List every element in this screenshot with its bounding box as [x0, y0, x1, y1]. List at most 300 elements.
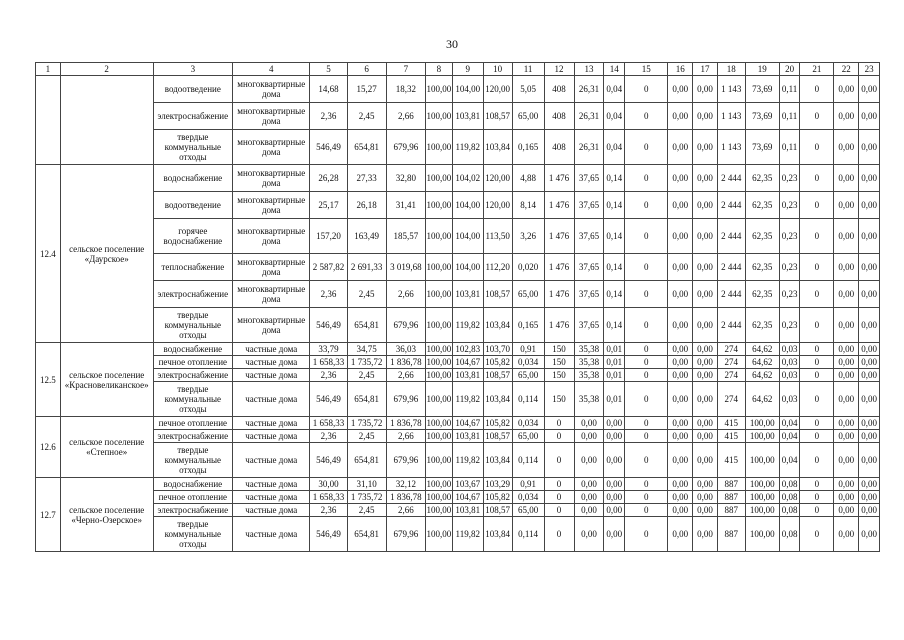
table-row	[36, 478, 880, 491]
table-cell: 0	[544, 517, 574, 552]
table-cell: 5,05	[512, 76, 544, 103]
table-cell: 103,84	[483, 308, 512, 343]
table-cell: 100,00	[426, 431, 452, 441]
table-cell: 0	[625, 369, 668, 382]
table-cell: 408	[544, 130, 574, 165]
table-cell: 2,66	[386, 281, 425, 308]
table-cell: 0,00	[574, 504, 604, 517]
column-header-1: 1	[36, 63, 61, 76]
table-cell: 654,81	[347, 443, 386, 478]
table-cell: 0,08	[779, 517, 800, 552]
table-cell: 0,00	[693, 443, 718, 478]
table-cell: 0,00	[574, 443, 604, 478]
table-cell: 0,14	[604, 165, 625, 192]
table-cell: 37,65	[574, 281, 604, 308]
row-number: 12.7	[36, 478, 61, 552]
table-cell: 0	[625, 478, 668, 491]
service-name: водоотведение	[153, 192, 232, 219]
service-name: печное отопление	[153, 491, 232, 504]
table-cell: 36,03	[386, 343, 425, 356]
table-cell: 654,81	[347, 382, 386, 417]
service-name: электроснабжение	[153, 369, 232, 382]
table-cell: 0,08	[779, 491, 800, 504]
table-cell: 0	[800, 219, 834, 254]
table-cell: 100,00	[745, 491, 779, 504]
table-cell: 26,28	[310, 165, 347, 192]
table-cell: 0,165	[512, 130, 544, 165]
table-cell: 2,36	[310, 430, 347, 443]
table-cell: 0,00	[693, 343, 718, 356]
table-cell: 0	[625, 192, 668, 219]
table-cell: 0	[625, 254, 668, 281]
column-header-10: 10	[483, 63, 512, 76]
table-cell: 0,01	[604, 382, 625, 417]
table-cell: 1 836,78	[386, 417, 425, 430]
table-cell: 0,00	[604, 478, 625, 491]
table-cell: 33,79	[310, 343, 347, 356]
table-cell: 0	[625, 130, 668, 165]
table-cell: 1 476	[544, 219, 574, 254]
table-cell: 0	[625, 430, 668, 443]
table-cell: 0,00	[668, 417, 693, 430]
table-cell: 150	[544, 369, 574, 382]
housing-type: частные дома	[233, 478, 310, 491]
table-cell: 0	[800, 76, 834, 103]
table-cell: 0	[544, 430, 574, 443]
table-cell: 2 444	[717, 165, 745, 192]
table-cell: 1 476	[544, 254, 574, 281]
table-cell: 2 444	[717, 192, 745, 219]
settlement-name: сельское поселение «Степное»	[60, 417, 153, 478]
table-cell: 0,00	[693, 430, 718, 443]
table-cell: 62,35	[745, 192, 779, 219]
table-cell: 14,68	[310, 76, 347, 103]
table-cell: 0,00	[834, 369, 859, 382]
table-cell: 2,66	[386, 369, 425, 382]
table-cell: 100,00	[425, 76, 452, 103]
table-cell: 113,50	[483, 219, 512, 254]
table-row	[36, 254, 880, 281]
table-cell: 0,00	[834, 219, 859, 254]
table-cell: 25,17	[310, 192, 347, 219]
housing-type: многоквартирные дома	[233, 76, 310, 103]
service-name: твердые коммунальные отходы	[153, 443, 232, 478]
table-cell: 679,96	[386, 443, 425, 478]
column-header-6: 6	[347, 63, 386, 76]
table-cell: 100,00	[425, 165, 452, 192]
table-cell: 408	[544, 76, 574, 103]
table-cell: 32,12	[386, 478, 425, 491]
table-cell: 100,00	[425, 254, 452, 281]
service-name: водоснабжение	[153, 165, 232, 192]
table-cell: 2 444	[717, 219, 745, 254]
service-name: твердые коммунальные отходы	[153, 382, 232, 417]
table-cell: 0,00	[859, 491, 880, 504]
housing-type: частные дома	[233, 369, 310, 382]
table-cell: 0,00	[834, 103, 859, 130]
table-cell: 0,11	[779, 103, 800, 130]
table-cell: 2,66	[386, 430, 425, 443]
table-cell: 104,00	[452, 219, 483, 254]
table-cell: 64,62	[745, 343, 779, 356]
table-cell: 0,00	[834, 130, 859, 165]
table-cell: 1 836,78	[386, 356, 425, 369]
service-name: печное отопление	[153, 356, 232, 369]
table-cell: 0,04	[779, 417, 800, 430]
table-cell: 1 476	[544, 308, 574, 343]
table-cell: 0,165	[512, 308, 544, 343]
table-cell: 0	[800, 382, 834, 417]
table-cell: 0	[800, 517, 834, 552]
table-cell: 0,14	[604, 219, 625, 254]
table-cell: 119,82	[452, 130, 483, 165]
table-cell: 26,31	[574, 76, 604, 103]
housing-type: многоквартирные дома	[233, 281, 310, 308]
table-cell: 546,49	[310, 130, 347, 165]
table-cell: 0,00	[668, 343, 693, 356]
table-cell: 0,00	[693, 308, 718, 343]
table-cell: 0,14	[604, 308, 625, 343]
table-cell: 0,00	[574, 517, 604, 552]
table-cell: 0	[625, 219, 668, 254]
table-cell: 3 019,68	[386, 254, 425, 281]
table-cell: 0,03	[779, 356, 800, 369]
table-row	[36, 308, 880, 343]
housing-type: частные дома	[233, 417, 310, 430]
table-cell: 100,00	[425, 130, 452, 165]
table-cell: 0,00	[834, 517, 859, 552]
table-cell: 103,84	[483, 517, 512, 552]
table-cell: 103,81	[452, 504, 483, 517]
table-cell: 0,00	[668, 478, 693, 491]
table-cell: 103,81	[452, 103, 483, 130]
table-cell: 0,03	[779, 382, 800, 417]
table-cell: 654,81	[347, 517, 386, 552]
table-cell: 0,114	[512, 517, 544, 552]
table-cell: 37,65	[574, 192, 604, 219]
table-cell: 73,69	[745, 130, 779, 165]
table-cell: 0,00	[859, 517, 880, 552]
service-name: печное отопление	[153, 417, 232, 430]
table-cell: 0,00	[859, 356, 880, 369]
table-row	[36, 417, 880, 430]
table-cell: 0,00	[693, 356, 718, 369]
table-cell: 0,00	[604, 504, 625, 517]
table-cell: 150	[544, 382, 574, 417]
table-cell: 0	[544, 491, 574, 504]
table-cell: 0	[625, 356, 668, 369]
table-cell: 103,84	[483, 382, 512, 417]
table-cell: 120,00	[483, 165, 512, 192]
table-cell: 100,00	[745, 517, 779, 552]
table-cell: 103,81	[452, 430, 483, 443]
table-cell: 0,00	[859, 165, 880, 192]
page-number: 30	[446, 37, 458, 51]
table-cell: 119,82	[452, 443, 483, 478]
table-cell: 0,00	[859, 478, 880, 491]
table-cell: 0,114	[512, 382, 544, 417]
table-cell: 100,00	[425, 281, 452, 308]
table-row	[36, 76, 880, 103]
table-cell: 887	[717, 504, 745, 517]
table-cell: 0,01	[604, 343, 625, 356]
table-cell: 104,67	[452, 356, 483, 369]
table-cell: 0	[625, 281, 668, 308]
table-cell: 65,00	[512, 103, 544, 130]
table-body	[36, 76, 880, 552]
table-cell: 0	[800, 254, 834, 281]
table-cell: 26,31	[574, 130, 604, 165]
table-cell: 679,96	[386, 517, 425, 552]
table-cell: 100,00	[426, 418, 452, 428]
table-cell: 0,00	[859, 443, 880, 478]
table-cell: 108,57	[483, 103, 512, 130]
table-cell: 1 658,33	[310, 491, 347, 504]
table-cell: 1 658,33	[310, 417, 347, 430]
table-cell: 0,00	[574, 491, 604, 504]
column-header-23: 23	[859, 63, 880, 76]
table-cell: 0,00	[668, 369, 693, 382]
table-cell: 0,00	[859, 254, 880, 281]
table-cell: 0,00	[604, 517, 625, 552]
table-cell: 119,82	[452, 382, 483, 417]
column-header-11: 11	[512, 63, 544, 76]
table-cell: 0,00	[668, 254, 693, 281]
table-cell: 105,82	[483, 417, 512, 430]
table-cell: 0,08	[779, 478, 800, 491]
table-cell: 2,45	[347, 504, 386, 517]
table-cell: 679,96	[386, 382, 425, 417]
housing-type: частные дома	[233, 443, 310, 478]
table-cell: 105,82	[483, 356, 512, 369]
table-cell: 150	[544, 343, 574, 356]
table-cell: 35,38	[574, 356, 604, 369]
table-cell: 2,36	[310, 504, 347, 517]
table-cell: 1 658,33	[310, 356, 347, 369]
table-cell: 120,00	[483, 192, 512, 219]
table-cell: 103,67	[452, 478, 483, 491]
table-cell: 408	[544, 103, 574, 130]
table-cell: 15,27	[347, 76, 386, 103]
table-cell: 0,00	[668, 430, 693, 443]
table-cell: 104,67	[452, 491, 483, 504]
housing-type: частные дома	[233, 430, 310, 443]
table-cell: 1 476	[544, 165, 574, 192]
table-cell: 120,00	[483, 76, 512, 103]
table-cell: 2 691,33	[347, 254, 386, 281]
table-cell: 0	[800, 356, 834, 369]
table-cell: 0,00	[668, 517, 693, 552]
table-cell: 0,14	[604, 192, 625, 219]
table-cell: 546,49	[310, 443, 347, 478]
table-cell: 0,23	[779, 281, 800, 308]
table-cell: 100,00	[426, 357, 452, 367]
table-cell: 0,14	[604, 254, 625, 281]
settlement-name: сельское поселение «Черно-Озерское»	[60, 478, 153, 552]
table-cell: 0,00	[693, 281, 718, 308]
table-cell: 100,00	[426, 479, 452, 489]
table-cell: 104,00	[452, 254, 483, 281]
table-cell: 887	[717, 491, 745, 504]
table-cell: 62,35	[745, 254, 779, 281]
table-cell: 100,00	[426, 370, 452, 380]
table-cell: 1 735,72	[347, 417, 386, 430]
table-cell: 102,83	[452, 343, 483, 356]
table-cell: 274	[717, 382, 745, 417]
table-cell: 0,00	[859, 103, 880, 130]
table-cell: 0	[625, 308, 668, 343]
column-header-18: 18	[717, 63, 745, 76]
column-header-7: 7	[386, 63, 425, 76]
service-name: электроснабжение	[153, 281, 232, 308]
service-name: горячее водоснабжение	[153, 219, 232, 254]
table-cell: 0,00	[859, 308, 880, 343]
housing-type: частные дома	[233, 491, 310, 504]
table-cell: 0,23	[779, 165, 800, 192]
table-cell: 0,00	[693, 219, 718, 254]
table-cell: 0,91	[512, 478, 544, 491]
table-cell: 2 444	[717, 254, 745, 281]
table-cell: 415	[717, 443, 745, 478]
table-cell: 0,00	[859, 382, 880, 417]
service-name: водоотведение	[153, 76, 232, 103]
table-cell: 65,00	[512, 281, 544, 308]
table-cell: 100,00	[425, 517, 452, 552]
table-cell: 0,00	[668, 504, 693, 517]
table-cell: 0,00	[668, 165, 693, 192]
table-cell: 274	[717, 343, 745, 356]
table-cell: 31,10	[347, 478, 386, 491]
housing-type: частные дома	[233, 343, 310, 356]
table-cell: 0	[625, 76, 668, 103]
table-cell: 0,00	[834, 478, 859, 491]
table-cell: 0,00	[834, 382, 859, 417]
table-cell: 0,00	[859, 219, 880, 254]
table-cell: 0,00	[574, 417, 604, 430]
table-cell: 0	[800, 343, 834, 356]
table-cell: 0,00	[604, 430, 625, 443]
table-cell: 0,00	[693, 254, 718, 281]
service-name: электроснабжение	[153, 430, 232, 443]
housing-type: многоквартирные дома	[233, 219, 310, 254]
housing-type: многоквартирные дома	[233, 254, 310, 281]
table-cell: 2,66	[386, 504, 425, 517]
table-cell: 0	[800, 130, 834, 165]
table-cell: 0	[625, 165, 668, 192]
table-cell: 1 476	[544, 192, 574, 219]
table-cell: 0,00	[834, 356, 859, 369]
table-cell: 0,00	[668, 491, 693, 504]
table-cell: 2 444	[717, 308, 745, 343]
table-cell: 34,75	[347, 343, 386, 356]
table-cell: 2,45	[347, 103, 386, 130]
service-name: водоснабжение	[153, 478, 232, 491]
column-header-19: 19	[745, 63, 779, 76]
table-cell: 0,04	[779, 430, 800, 443]
table-cell: 62,35	[745, 308, 779, 343]
table-cell: 3,26	[512, 219, 544, 254]
table-cell: 73,69	[745, 103, 779, 130]
table-cell: 0	[800, 504, 834, 517]
table-cell: 0,00	[834, 281, 859, 308]
table-row	[36, 443, 880, 478]
service-name: теплоснабжение	[153, 254, 232, 281]
table-cell: 415	[717, 417, 745, 430]
table-cell: 0,00	[693, 504, 718, 517]
table-cell: 0,00	[834, 308, 859, 343]
table-cell: 0,11	[779, 76, 800, 103]
table-cell: 0,020	[512, 254, 544, 281]
housing-type: многоквартирные дома	[233, 308, 310, 343]
table-cell: 103,84	[483, 443, 512, 478]
table-cell: 26,18	[347, 192, 386, 219]
table-cell: 0,00	[668, 76, 693, 103]
table-cell: 0,04	[779, 443, 800, 478]
table-row	[36, 430, 880, 443]
table-cell: 0,01	[604, 369, 625, 382]
table-cell: 103,81	[452, 281, 483, 308]
table-cell: 0	[625, 443, 668, 478]
table-cell: 0,00	[693, 130, 718, 165]
table-cell: 37,65	[574, 165, 604, 192]
table-cell: 0,00	[859, 343, 880, 356]
table-cell: 73,69	[745, 76, 779, 103]
table-cell: 0,00	[693, 517, 718, 552]
table-cell: 1 735,72	[347, 356, 386, 369]
column-header-3: 3	[153, 63, 232, 76]
table-cell: 0	[800, 192, 834, 219]
table-cell: 0,00	[859, 281, 880, 308]
table-cell: 37,65	[574, 254, 604, 281]
table-cell: 157,20	[310, 219, 347, 254]
table-cell: 0,00	[859, 369, 880, 382]
header-row	[36, 63, 880, 76]
table-cell: 0,91	[512, 343, 544, 356]
table-row	[36, 356, 880, 369]
table-cell: 0	[800, 443, 834, 478]
table-cell: 0,00	[859, 76, 880, 103]
table-cell: 65,00	[512, 369, 544, 382]
table-cell: 0	[625, 417, 668, 430]
table-cell: 100,00	[425, 443, 452, 478]
table-cell: 100,00	[425, 192, 452, 219]
table-cell: 274	[717, 369, 745, 382]
table-cell: 108,57	[483, 369, 512, 382]
table-row	[36, 504, 880, 517]
table-cell: 105,82	[483, 491, 512, 504]
table-cell: 0	[544, 504, 574, 517]
table-cell: 64,62	[745, 369, 779, 382]
table-cell: 0,00	[693, 192, 718, 219]
table-cell: 108,57	[483, 430, 512, 443]
table-cell: 100,00	[745, 443, 779, 478]
table-cell: 163,49	[347, 219, 386, 254]
table-cell: 65,00	[512, 504, 544, 517]
table-cell: 103,84	[483, 130, 512, 165]
table-cell: 100,00	[425, 382, 452, 417]
table-cell: 30,00	[310, 478, 347, 491]
table-cell: 679,96	[386, 308, 425, 343]
settlement-name: сельское поселение «Даурское»	[60, 165, 153, 343]
table-cell: 1 143	[717, 76, 745, 103]
table-row	[36, 219, 880, 254]
table-cell: 0,00	[604, 443, 625, 478]
table-cell: 100,00	[745, 430, 779, 443]
row-number: 12.4	[36, 165, 61, 343]
table-cell: 2 444	[717, 281, 745, 308]
table-cell: 887	[717, 478, 745, 491]
table-cell: 1 836,78	[386, 491, 425, 504]
